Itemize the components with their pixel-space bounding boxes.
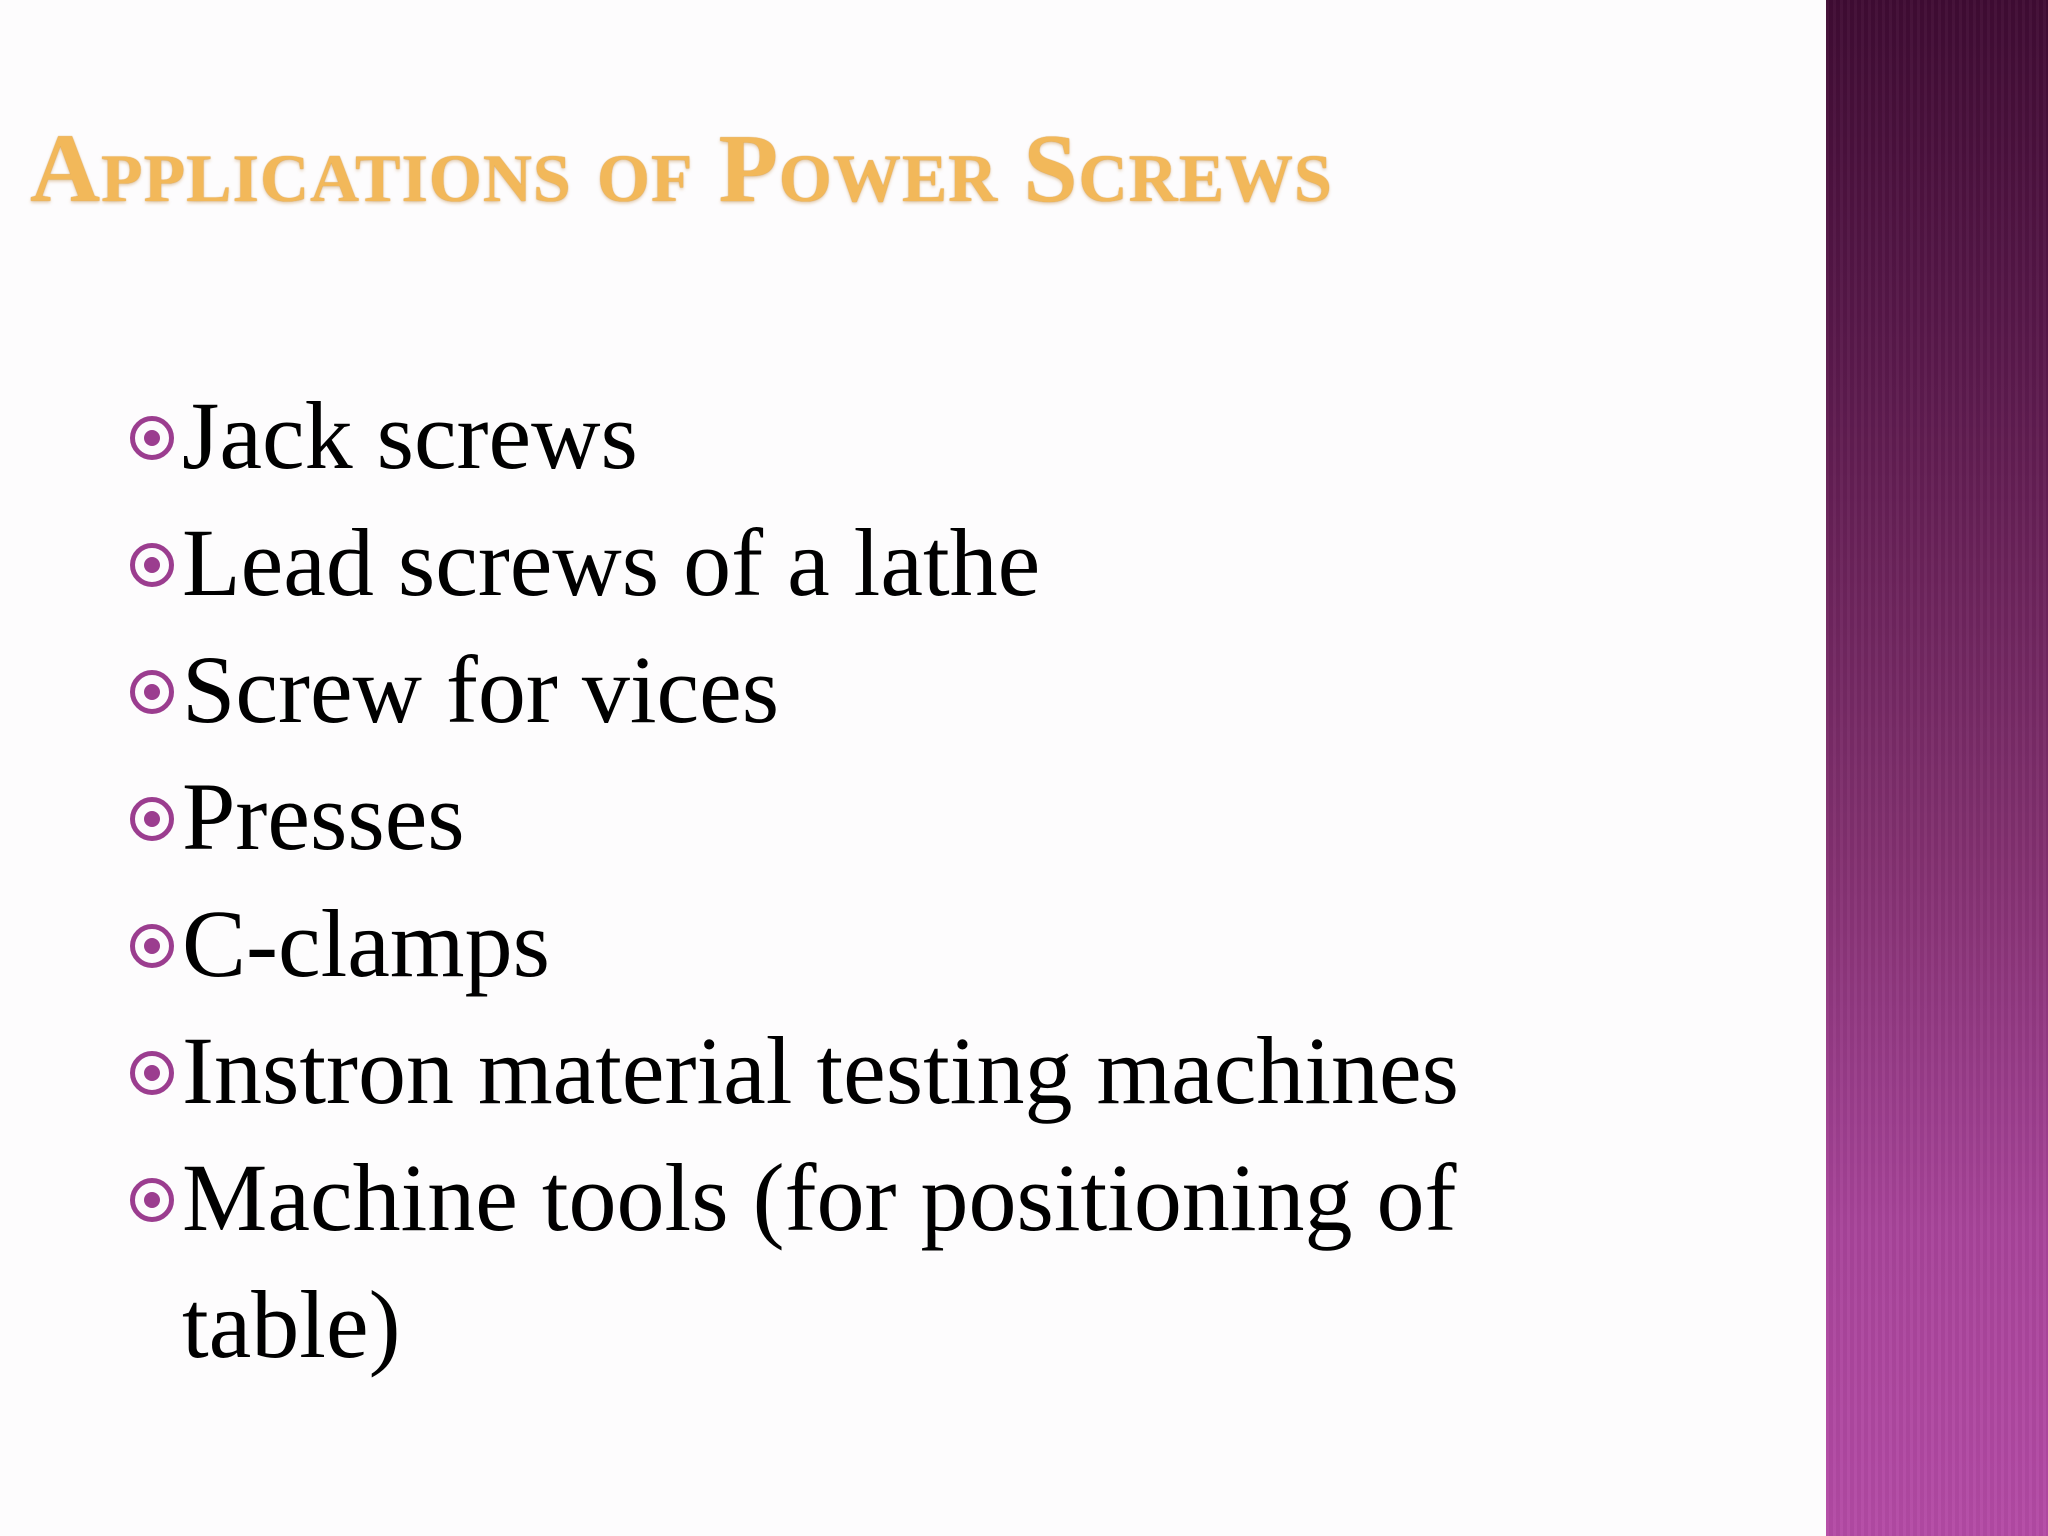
slide-title: Applications of Power Screws <box>30 115 1333 222</box>
circled-dot-icon <box>130 924 174 968</box>
list-item <box>130 626 1690 753</box>
list-item <box>130 880 1690 1007</box>
bullet-text: Machine tools (for positioning of table) <box>182 1144 1457 1378</box>
circled-dot-icon <box>130 1051 174 1095</box>
list-item <box>130 753 1690 880</box>
list-item <box>130 1007 1690 1134</box>
circled-dot-icon <box>130 797 174 841</box>
circled-dot-icon <box>130 1178 174 1222</box>
decorative-side-band <box>1826 0 2048 1536</box>
circled-dot-icon <box>130 670 174 714</box>
list-item <box>130 372 1690 499</box>
bullet-text: Instron material testing machines <box>182 1017 1459 1124</box>
bullet-text: Jack screws <box>182 382 638 489</box>
bullet-list <box>130 372 1690 1388</box>
circled-dot-icon <box>130 416 174 460</box>
circled-dot-icon <box>130 543 174 587</box>
bullet-text: Screw for vices <box>182 636 780 743</box>
bullet-text: C-clamps <box>182 890 550 997</box>
list-item <box>130 499 1690 626</box>
list-item <box>130 1134 1690 1388</box>
bullet-text: Lead screws of a lathe <box>182 509 1041 616</box>
bullet-text: Presses <box>182 763 465 870</box>
